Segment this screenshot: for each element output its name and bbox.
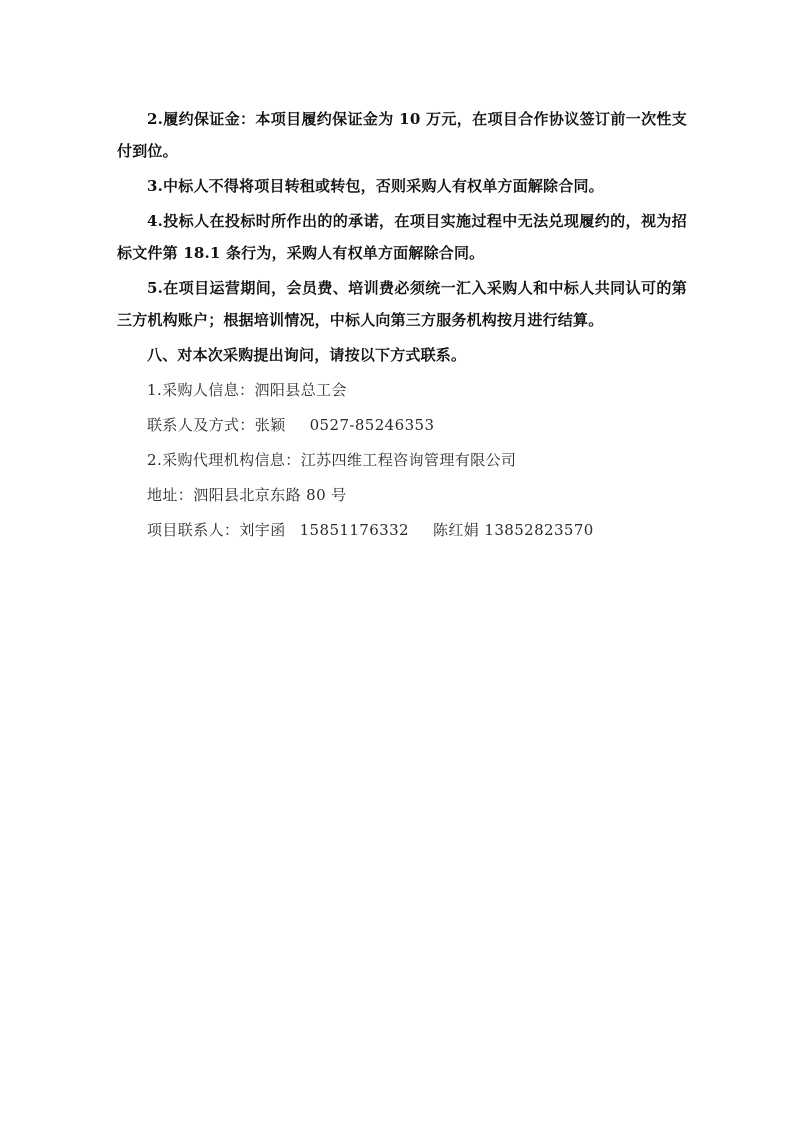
fee-settlement-item: 5.在项目运营期间，会员费、培训费必须统一汇入采购人和中标人共同认可的第三方机构账户；根据培训情况，中标人向第三方服务机构按月进行结算。 bbox=[117, 279, 687, 329]
inquiry-section-heading: 八、对本次采购提出询问，请按以下方式联系。 bbox=[147, 346, 467, 364]
purchaser-contact-label: 联系人及方式：张颖 bbox=[147, 416, 286, 434]
project-contact-phone-2: 13852823570 bbox=[484, 521, 594, 539]
project-contact-label: 项目联系人：刘宇函 bbox=[147, 521, 286, 539]
purchaser-contact-phone: 0527-85246353 bbox=[309, 416, 435, 434]
project-contact-name-2: 陈红娟 bbox=[433, 521, 480, 539]
performance-bond-item: 2.履约保证金：本项目履约保证金为 10 万元，在项目合作协议签订前一次性支付到位。 bbox=[117, 110, 687, 160]
no-subcontract-item: 3.中标人不得将项目转租或转包，否则采购人有权单方面解除合同。 bbox=[147, 177, 604, 195]
agency-info: 2.采购代理机构信息：江苏四维工程咨询管理有限公司 bbox=[147, 451, 517, 469]
purchaser-info: 1.采购人信息：泗阳县总工会 bbox=[147, 381, 347, 399]
agency-address: 地址：泗阳县北京东路 80 号 bbox=[147, 486, 347, 504]
project-contacts bbox=[117, 514, 687, 546]
bid-commitment-item: 4.投标人在投标时所作出的的承诺，在项目实施过程中无法兑现履约的，视为招标文件第 18.1 条行为，采购人有权单方面解除合同。 bbox=[117, 212, 687, 262]
purchaser-contact bbox=[117, 409, 687, 441]
document-body bbox=[117, 103, 687, 549]
project-contact-phone-1: 15851176332 bbox=[299, 521, 409, 539]
